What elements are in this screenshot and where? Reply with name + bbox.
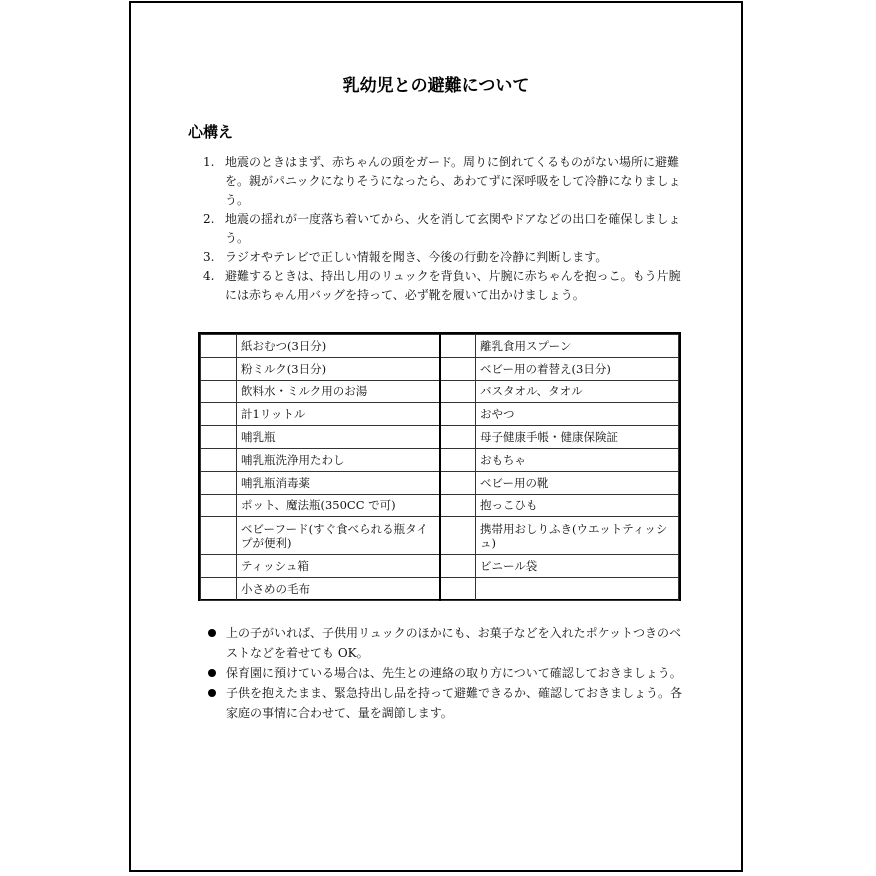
list-item: [203, 623, 693, 663]
item-label: 哺乳瓶消毒薬: [237, 471, 440, 494]
note-text: 子供を抱えたまま、緊急持出し品を持って避難できるか、確認しておきましょう。各家庭の事情に合わせて、量を調節します。: [226, 686, 683, 720]
table-row: [201, 517, 679, 555]
checkbox-cell[interactable]: [201, 578, 237, 601]
page-title: 乳幼児との避難について: [342, 76, 530, 96]
checkbox-cell[interactable]: [201, 448, 237, 471]
table-row: [201, 403, 679, 426]
table-row: [201, 578, 679, 601]
checkbox-cell[interactable]: [440, 517, 476, 555]
step-number: 1.: [203, 155, 215, 169]
checkbox-cell[interactable]: [440, 555, 476, 578]
item-label: 小さめの毛布: [237, 578, 440, 601]
checkbox-cell[interactable]: [201, 471, 237, 494]
checkbox-cell[interactable]: [440, 426, 476, 449]
list-item: [203, 248, 683, 267]
checklist-table: [198, 332, 681, 601]
item-label: ポット、魔法瓶(350CC で可): [237, 494, 440, 517]
checkbox-cell[interactable]: [201, 517, 237, 555]
item-label: おやつ: [476, 403, 679, 426]
checkbox-cell[interactable]: [201, 426, 237, 449]
checkbox-cell[interactable]: [440, 403, 476, 426]
item-label: 紙おむつ(3日分): [237, 335, 440, 358]
table-row: [201, 494, 679, 517]
checkbox-cell[interactable]: [201, 357, 237, 380]
table-row: [201, 335, 679, 358]
item-label: 計1リットル: [237, 403, 440, 426]
checkbox-cell[interactable]: [440, 357, 476, 380]
checkbox-cell[interactable]: [440, 380, 476, 403]
item-label: 哺乳瓶洗浄用たわし: [237, 448, 440, 471]
table-row: [201, 380, 679, 403]
list-item: [203, 267, 683, 305]
table-row: [201, 426, 679, 449]
checkbox-cell[interactable]: [201, 494, 237, 517]
step-text: 避難するときは、持出し用のリュックを背負い、片腕に赤ちゃんを抱っこ。もう片腕には赤ちゃん用バッグを持って、必ず靴を履いて出かけましょう。: [225, 269, 681, 302]
bullet-icon: [208, 629, 216, 637]
item-label: 哺乳瓶: [237, 426, 440, 449]
checkbox-cell[interactable]: [201, 403, 237, 426]
list-item: [203, 210, 683, 248]
item-label: 抱っこひも: [476, 494, 679, 517]
item-label: おもちゃ: [476, 448, 679, 471]
checkbox-cell[interactable]: [201, 380, 237, 403]
table-row: [201, 471, 679, 494]
checkbox-cell[interactable]: [201, 335, 237, 358]
item-label: [476, 578, 679, 601]
checkbox-cell[interactable]: [440, 494, 476, 517]
table-row: [201, 448, 679, 471]
item-label: 飲料水・ミルク用のお湯: [237, 380, 440, 403]
item-label: 携帯用おしりふき(ウエットティッシュ): [476, 517, 679, 555]
step-number: 3.: [203, 250, 215, 264]
checkbox-cell[interactable]: [440, 448, 476, 471]
document-page: [129, 1, 743, 872]
table-row: [201, 357, 679, 380]
item-label: 離乳食用スプーン: [476, 335, 679, 358]
list-item: [203, 153, 683, 210]
checkbox-cell[interactable]: [201, 555, 237, 578]
item-label: ティッシュ箱: [237, 555, 440, 578]
steps-list: [203, 153, 683, 305]
checkbox-cell[interactable]: [440, 335, 476, 358]
checkbox-cell[interactable]: [440, 471, 476, 494]
table-row: [201, 555, 679, 578]
section-heading: 心構え: [188, 123, 234, 141]
checkbox-cell[interactable]: [440, 578, 476, 601]
step-number: 2.: [203, 212, 215, 226]
step-text: 地震の揺れが一度落ち着いてから、火を消して玄関やドアなどの出口を確保しましょう。: [225, 212, 681, 245]
item-label: バスタオル、タオル: [476, 380, 679, 403]
step-text: 地震のときはまず、赤ちゃんの頭をガード。周りに倒れてくるものがない場所に避難を。親がパニックになりそうになったら、あわてずに深呼吸をして冷静になりましょう。: [225, 155, 681, 207]
list-item: [203, 683, 693, 723]
item-label: ベビー用の着替え(3日分): [476, 357, 679, 380]
bullet-icon: [208, 669, 216, 677]
bullet-icon: [208, 689, 216, 697]
item-label: ベビーフード(すぐ食べられる瓶タイプが便利): [237, 517, 440, 555]
note-text: 上の子がいれば、子供用リュックのほかにも、お菓子などを入れたポケットつきのベストなどを着せても OK。: [226, 626, 682, 660]
notes-list: [203, 623, 693, 723]
step-text: ラジオやテレビで正しい情報を聞き、今後の行動を冷静に判断します。: [225, 250, 608, 264]
note-text: 保育園に預けている場合は、先生との連絡の取り方について確認しておきましょう。: [226, 666, 682, 680]
item-label: ビニール袋: [476, 555, 679, 578]
item-label: 母子健康手帳・健康保険証: [476, 426, 679, 449]
list-item: [203, 663, 693, 683]
item-label: ベビー用の靴: [476, 471, 679, 494]
step-number: 4.: [203, 269, 215, 283]
item-label: 粉ミルク(3日分): [237, 357, 440, 380]
